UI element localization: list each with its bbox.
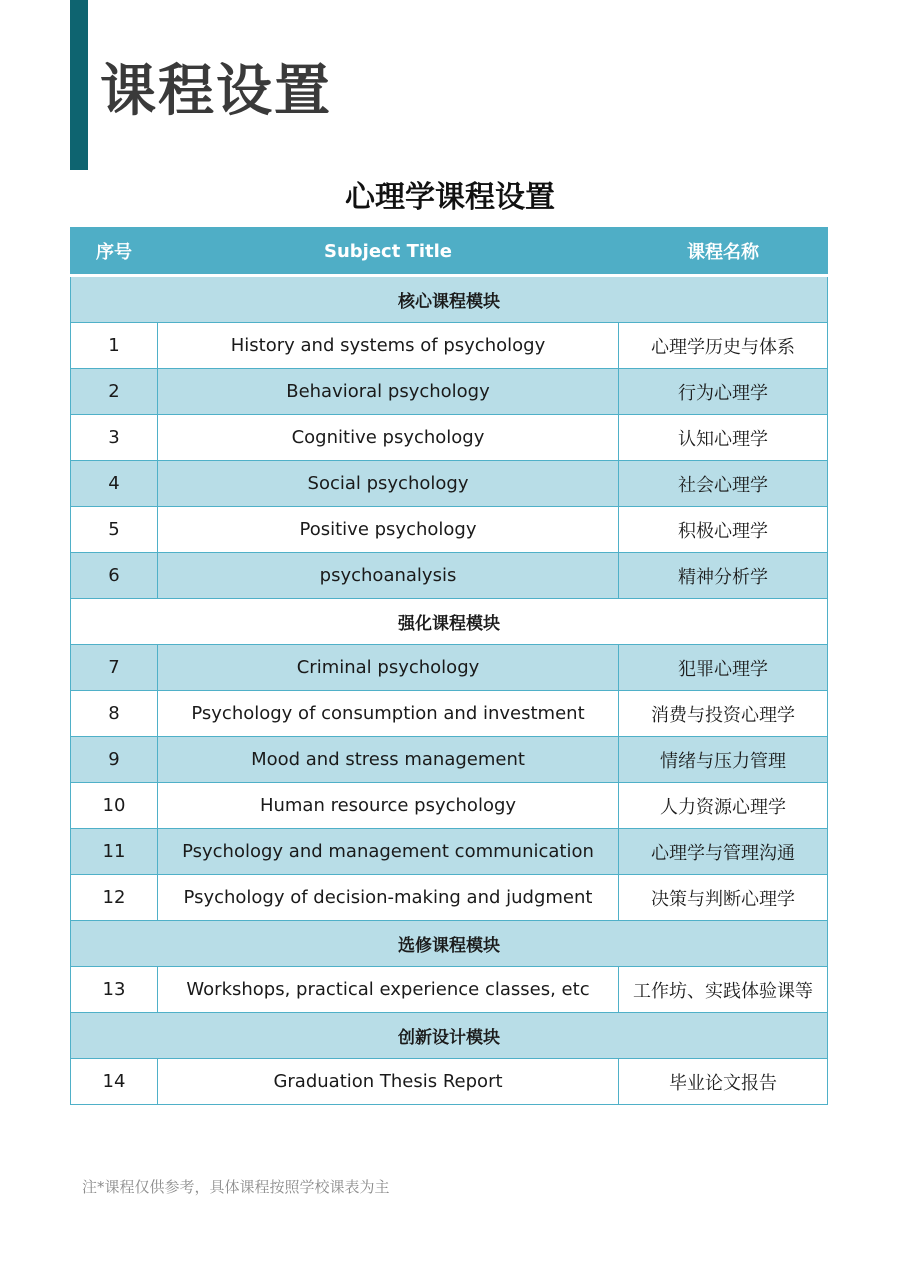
course-subject-title: Behavioral psychology — [158, 369, 619, 415]
course-subject-title: psychoanalysis — [158, 553, 619, 599]
course-number: 14 — [71, 1059, 158, 1105]
course-number: 2 — [71, 369, 158, 415]
course-row — [71, 737, 828, 783]
module-label: 创新设计模块 — [71, 1013, 828, 1059]
course-name: 情绪与压力管理 — [619, 737, 828, 783]
course-name: 精神分析学 — [619, 553, 828, 599]
course-name: 犯罪心理学 — [619, 645, 828, 691]
course-row — [71, 691, 828, 737]
course-table-body — [71, 276, 828, 1105]
course-number: 12 — [71, 875, 158, 921]
footnote: 注*课程仅供参考，具体课程按照学校课表为主 — [82, 1178, 390, 1196]
course-table — [70, 227, 828, 1105]
module-row — [71, 599, 828, 645]
header-number: 序号 — [71, 228, 158, 276]
course-row — [71, 369, 828, 415]
course-number: 5 — [71, 507, 158, 553]
course-subject-title: Cognitive psychology — [158, 415, 619, 461]
course-subject-title: Psychology and management communication — [158, 829, 619, 875]
course-number: 11 — [71, 829, 158, 875]
course-name: 认知心理学 — [619, 415, 828, 461]
accent-bar — [70, 0, 88, 170]
course-number: 7 — [71, 645, 158, 691]
module-row — [71, 921, 828, 967]
course-subject-title: Human resource psychology — [158, 783, 619, 829]
course-number: 3 — [71, 415, 158, 461]
course-subject-title: Positive psychology — [158, 507, 619, 553]
course-name: 毕业论文报告 — [619, 1059, 828, 1105]
course-subject-title: Graduation Thesis Report — [158, 1059, 619, 1105]
course-row — [71, 967, 828, 1013]
course-subject-title: Psychology of decision-making and judgment — [158, 875, 619, 921]
course-subject-title: Workshops, practical experience classes, etc — [158, 967, 619, 1013]
module-label: 选修课程模块 — [71, 921, 828, 967]
course-row — [71, 323, 828, 369]
table-header-row — [71, 228, 828, 276]
course-row — [71, 829, 828, 875]
table-title: 心理学课程设置 — [345, 180, 555, 215]
course-number: 4 — [71, 461, 158, 507]
course-name: 行为心理学 — [619, 369, 828, 415]
course-row — [71, 1059, 828, 1105]
course-row — [71, 645, 828, 691]
header-course-name: 课程名称 — [619, 228, 828, 276]
course-row — [71, 507, 828, 553]
course-name: 心理学与管理沟通 — [619, 829, 828, 875]
course-name: 人力资源心理学 — [619, 783, 828, 829]
course-name: 工作坊、实践体验课等 — [619, 967, 828, 1013]
course-name: 消费与投资心理学 — [619, 691, 828, 737]
course-number: 10 — [71, 783, 158, 829]
course-row — [71, 461, 828, 507]
course-name: 社会心理学 — [619, 461, 828, 507]
course-row — [71, 875, 828, 921]
module-label: 强化课程模块 — [71, 599, 828, 645]
course-subject-title: Mood and stress management — [158, 737, 619, 783]
course-name: 决策与判断心理学 — [619, 875, 828, 921]
module-row — [71, 1013, 828, 1059]
course-number: 1 — [71, 323, 158, 369]
course-row — [71, 783, 828, 829]
course-subject-title: Social psychology — [158, 461, 619, 507]
course-number: 8 — [71, 691, 158, 737]
module-row — [71, 276, 828, 323]
course-subject-title: Psychology of consumption and investment — [158, 691, 619, 737]
page-heading: 课程设置 — [100, 59, 332, 124]
course-number: 9 — [71, 737, 158, 783]
course-row — [71, 415, 828, 461]
header-subject-title: Subject Title — [158, 228, 619, 276]
course-number: 6 — [71, 553, 158, 599]
course-name: 心理学历史与体系 — [619, 323, 828, 369]
course-number: 13 — [71, 967, 158, 1013]
course-name: 积极心理学 — [619, 507, 828, 553]
course-subject-title: Criminal psychology — [158, 645, 619, 691]
course-row — [71, 553, 828, 599]
course-subject-title: History and systems of psychology — [158, 323, 619, 369]
module-label: 核心课程模块 — [71, 276, 828, 323]
